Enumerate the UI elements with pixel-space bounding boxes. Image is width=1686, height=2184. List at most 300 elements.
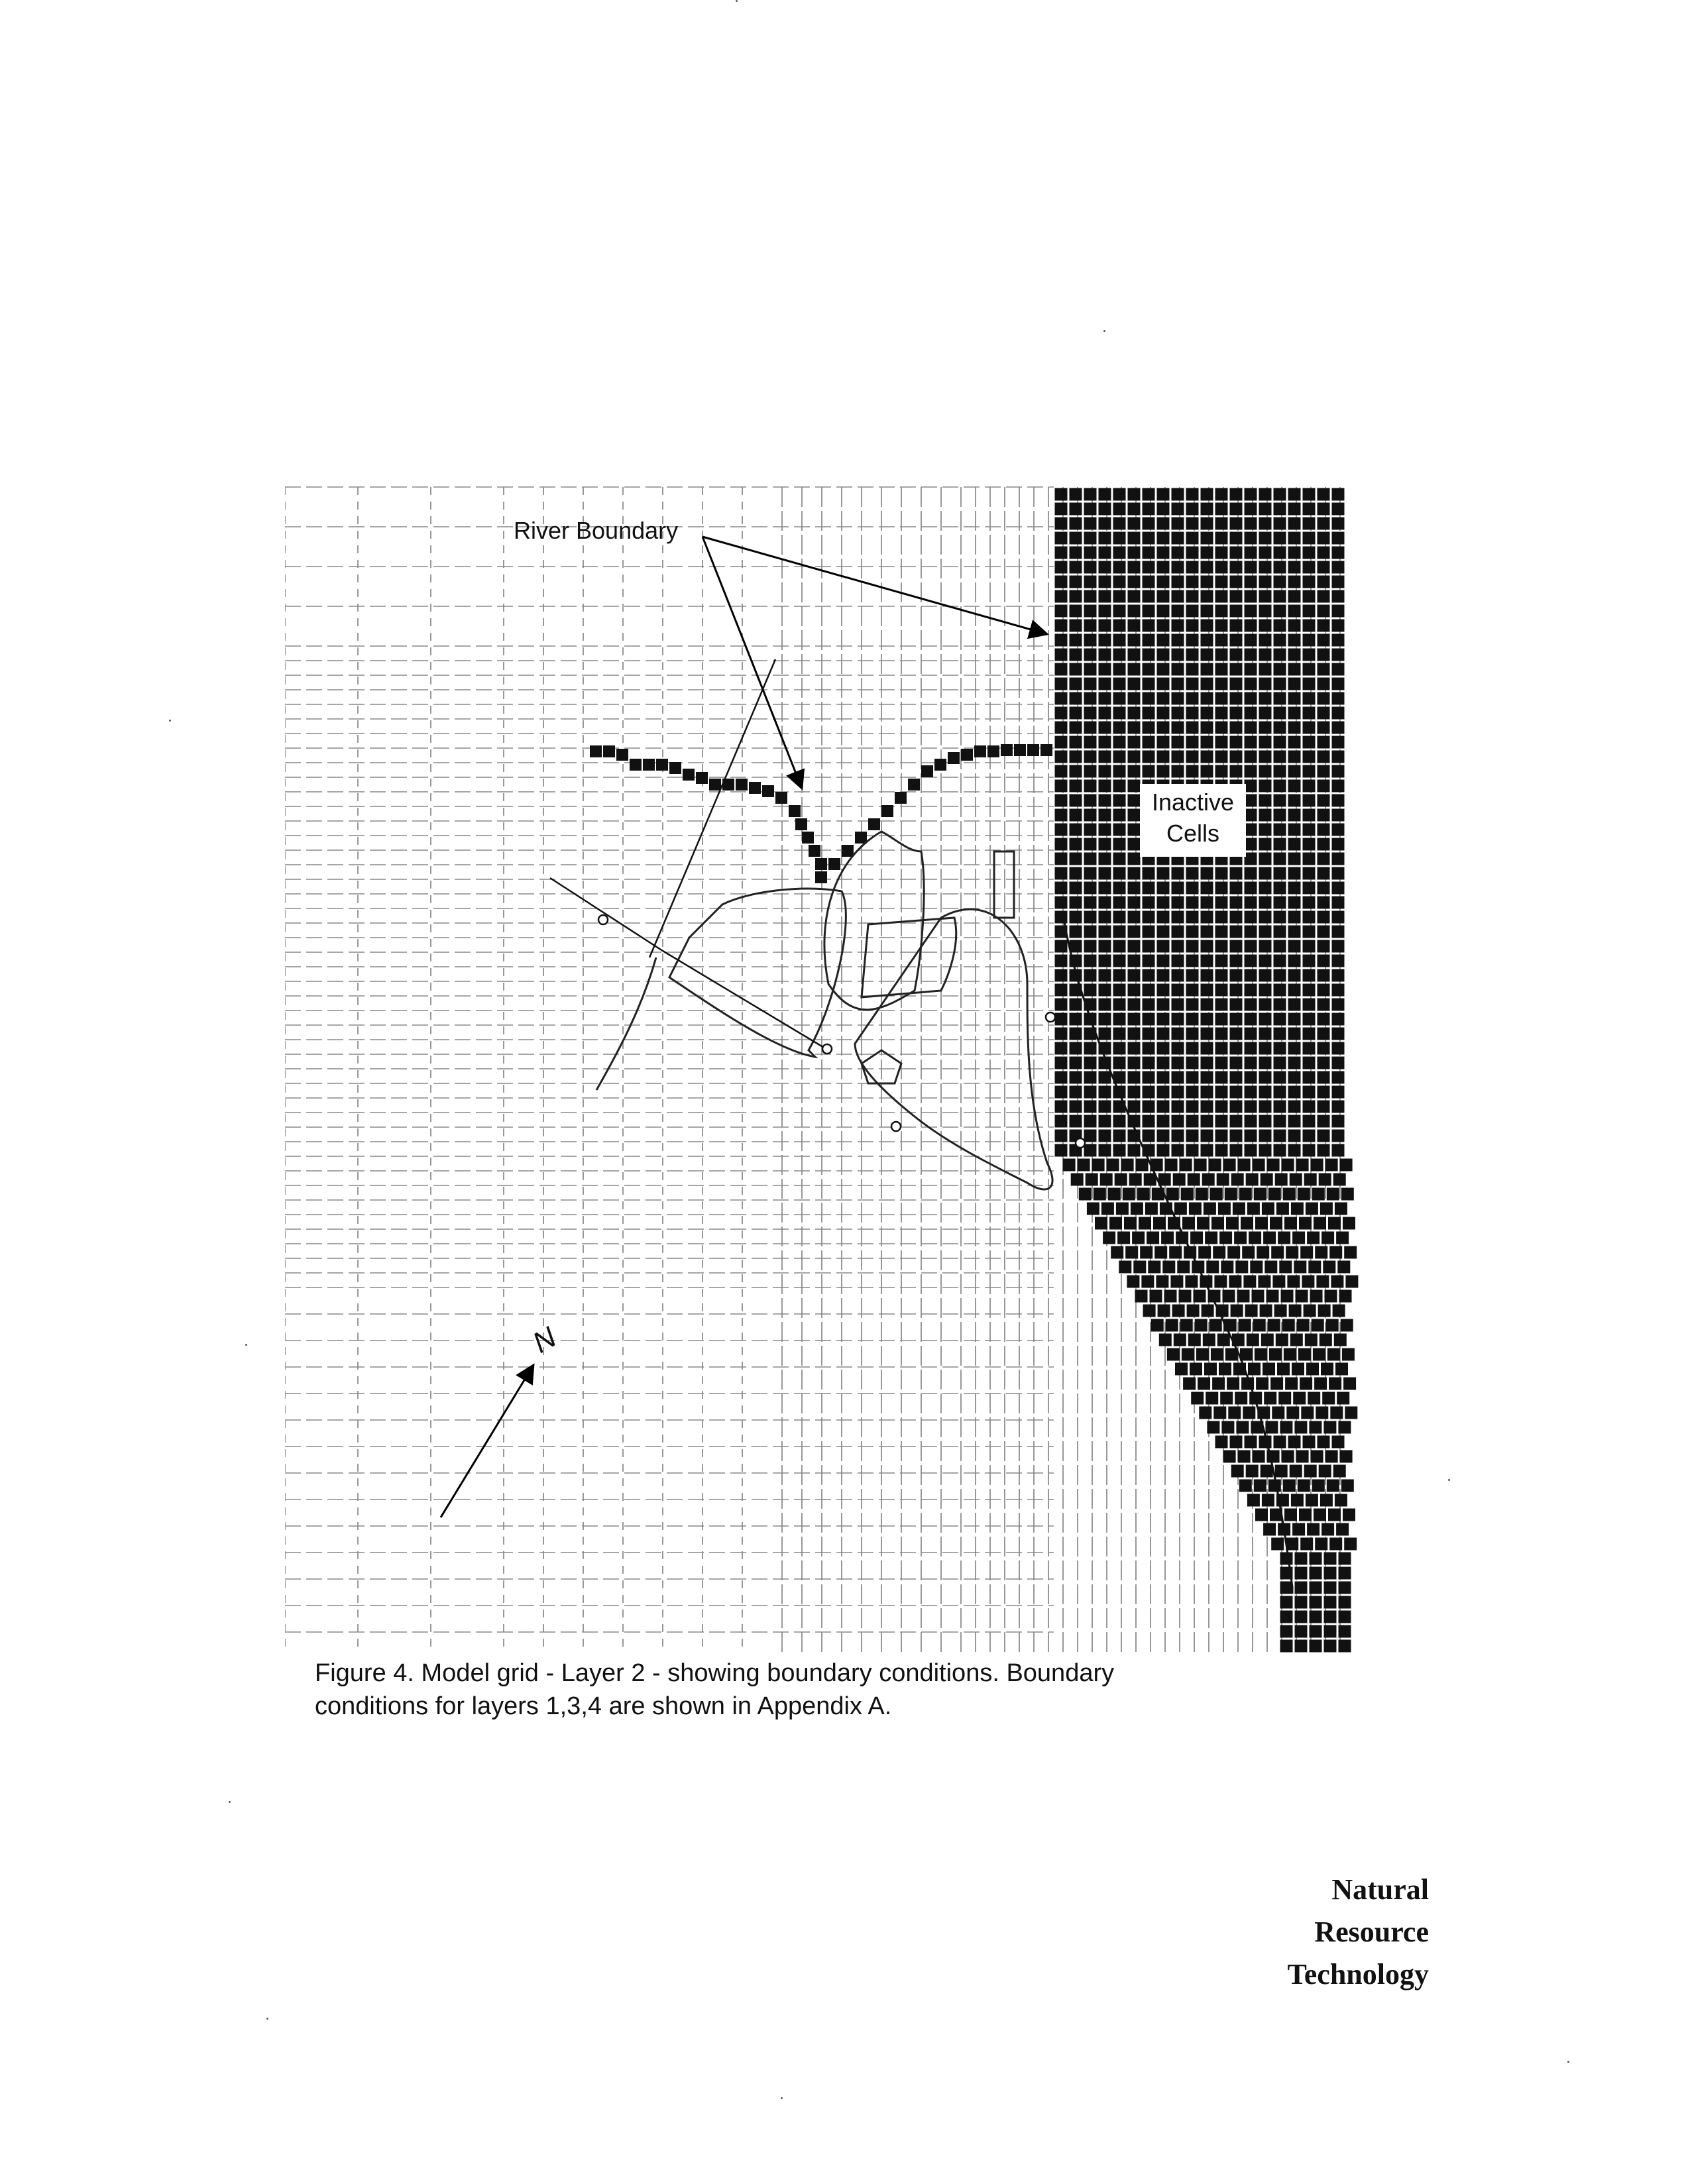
inactive-cells-label-line2: Cells <box>1166 820 1220 847</box>
inactive-cell <box>1263 1232 1276 1244</box>
inactive-cell <box>1315 1246 1327 1259</box>
inactive-cell <box>1215 503 1228 516</box>
inactive-cell <box>1143 576 1155 588</box>
inactive-cell <box>1140 1246 1152 1259</box>
inactive-cell <box>1230 1130 1243 1142</box>
inactive-cell <box>1339 1596 1351 1609</box>
inactive-cell <box>1157 503 1170 516</box>
inactive-cell <box>1274 1013 1286 1026</box>
inactive-cell <box>1278 1232 1290 1244</box>
inactive-cell <box>1318 969 1330 982</box>
inactive-cell <box>1084 955 1097 967</box>
inactive-cell <box>1157 1144 1170 1157</box>
inactive-cell <box>1201 1042 1213 1055</box>
inactive-cell <box>1186 488 1199 501</box>
inactive-cell <box>1180 1319 1193 1332</box>
inactive-cell <box>1274 999 1286 1011</box>
inactive-cell <box>1084 897 1097 909</box>
inactive-cell <box>1174 1334 1186 1346</box>
inactive-cell <box>1084 882 1097 895</box>
inactive-cell <box>1308 1392 1320 1405</box>
inactive-cell <box>1157 984 1170 997</box>
inactive-cell <box>1084 503 1097 516</box>
inactive-cell <box>1230 882 1243 895</box>
inactive-cell <box>1270 1378 1283 1390</box>
river-cell <box>590 745 602 757</box>
inactive-cell <box>1123 1188 1135 1201</box>
inactive-cell <box>1257 1246 1269 1259</box>
inactive-cell <box>1070 1101 1082 1113</box>
inactive-cell <box>1186 1071 1199 1084</box>
inactive-cell <box>1280 1421 1292 1434</box>
inactive-cell <box>1113 532 1126 545</box>
inactive-cell <box>1274 722 1286 734</box>
inactive-cell <box>1259 532 1272 545</box>
inactive-cell <box>1288 561 1301 574</box>
inactive-cell <box>1324 1611 1337 1623</box>
inactive-cell <box>1157 707 1170 720</box>
inactive-cell <box>1297 1319 1310 1332</box>
inactive-cell <box>1099 853 1111 865</box>
inactive-cell <box>1099 838 1111 851</box>
inactive-cell <box>1201 736 1213 749</box>
inactive-cell <box>1201 605 1213 618</box>
inactive-cell <box>1314 1509 1326 1521</box>
inactive-cell <box>1055 1086 1068 1099</box>
inactive-cell <box>1070 722 1082 734</box>
inactive-cell <box>1143 503 1155 516</box>
inactive-cell <box>1332 620 1345 632</box>
inactive-cell <box>1135 1290 1148 1303</box>
inactive-cell <box>1116 1203 1129 1215</box>
inactive-cell <box>1162 1261 1175 1274</box>
inactive-cell <box>1274 547 1286 559</box>
inactive-cell <box>1132 1232 1145 1244</box>
inactive-cell <box>1070 853 1082 865</box>
inactive-cell <box>1288 736 1301 749</box>
inactive-cell <box>1070 576 1082 588</box>
inactive-cell <box>1055 518 1068 530</box>
inactive-cell <box>1201 926 1213 938</box>
inactive-cell <box>1128 984 1141 997</box>
inactive-cell <box>1245 1436 1257 1448</box>
inactive-cell <box>1198 1246 1211 1259</box>
inactive-cell <box>1314 1378 1327 1390</box>
inactive-cell <box>1113 1144 1126 1157</box>
inactive-cell <box>1288 1086 1301 1099</box>
inactive-cell <box>1172 576 1184 588</box>
inactive-cell <box>1070 634 1082 647</box>
inactive-cell <box>1070 838 1082 851</box>
inactive-cell <box>1099 678 1111 690</box>
inactive-cell <box>1099 736 1111 749</box>
inactive-cell <box>1215 1013 1228 1026</box>
inactive-cell <box>1332 736 1345 749</box>
river-cell <box>789 805 801 817</box>
inactive-cell <box>1143 882 1155 895</box>
inactive-cell <box>1113 503 1126 516</box>
inactive-cell <box>1237 1290 1250 1303</box>
inactive-cell <box>1274 809 1286 822</box>
inactive-cell <box>1332 692 1345 705</box>
inactive-cell <box>1055 1042 1068 1055</box>
inactive-cell <box>1220 1392 1233 1405</box>
inactive-cell <box>1310 1567 1322 1580</box>
inactive-cell <box>1113 576 1126 588</box>
inactive-cell <box>1055 838 1068 851</box>
inactive-cell <box>1274 853 1286 865</box>
inactive-cell <box>1344 1246 1357 1259</box>
inactive-cell <box>1157 882 1170 895</box>
inactive-cell <box>1255 1217 1268 1230</box>
inactive-cell <box>1084 780 1097 792</box>
inactive-cell <box>1288 1013 1301 1026</box>
inactive-cell <box>1215 707 1228 720</box>
inactive-cell <box>1111 1246 1123 1259</box>
inactive-cell <box>1157 663 1170 676</box>
inactive-cell <box>1332 532 1345 545</box>
inactive-cell <box>1113 1057 1126 1069</box>
inactive-cell <box>1264 1261 1277 1274</box>
inactive-cell <box>1236 1421 1249 1434</box>
inactive-cell <box>1084 547 1097 559</box>
inactive-cell <box>1288 576 1301 588</box>
inactive-cell <box>1201 1028 1213 1040</box>
inactive-cell <box>1128 911 1141 924</box>
inactive-cell <box>1194 1290 1206 1303</box>
inactive-cell <box>1165 1159 1178 1172</box>
inactive-cell <box>1070 692 1082 705</box>
inactive-cell <box>1099 897 1111 909</box>
inactive-cell <box>1172 722 1184 734</box>
inactive-cell <box>1288 1057 1301 1069</box>
inactive-cell <box>1055 897 1068 909</box>
inactive-cell <box>1280 1625 1293 1638</box>
inactive-cell <box>1303 1013 1316 1026</box>
inactive-cell <box>1099 1028 1111 1040</box>
inactive-cell <box>1259 999 1272 1011</box>
inactive-cell <box>1262 1203 1274 1215</box>
inactive-cell <box>1322 1392 1335 1405</box>
inactive-cell <box>1128 663 1141 676</box>
inactive-cell <box>1113 955 1126 967</box>
inactive-cell <box>1294 1421 1307 1434</box>
inactive-cell <box>1172 590 1184 603</box>
inactive-cell <box>1055 955 1068 967</box>
inactive-cell <box>1314 1217 1326 1230</box>
inactive-cell <box>1318 765 1330 778</box>
inactive-cell <box>1288 1130 1301 1142</box>
inactive-cell <box>1215 547 1228 559</box>
inactive-cell <box>1221 1421 1234 1434</box>
inactive-cell <box>1259 590 1272 603</box>
inactive-cell <box>1201 1057 1213 1069</box>
inactive-cell <box>1113 649 1126 661</box>
inactive-cell <box>1211 1217 1224 1230</box>
inactive-cell <box>1119 1261 1131 1274</box>
inactive-cell <box>1172 1115 1184 1128</box>
inactive-cell <box>1055 780 1068 792</box>
scan-speck <box>1448 1479 1450 1481</box>
inactive-cell <box>1274 1071 1286 1084</box>
inactive-cell <box>1128 765 1141 778</box>
inactive-cell <box>1143 867 1155 880</box>
inactive-cell <box>1128 503 1141 516</box>
inactive-cell <box>1259 503 1272 516</box>
inactive-cell <box>1302 1276 1314 1288</box>
inactive-cell <box>1213 1407 1226 1419</box>
inactive-cell <box>1329 1378 1341 1390</box>
inactive-cell <box>1318 518 1330 530</box>
inactive-cell <box>1070 867 1082 880</box>
inactive-cell <box>1255 1509 1268 1521</box>
inactive-cell <box>1153 1217 1166 1230</box>
inactive-cell <box>1318 620 1330 632</box>
inactive-cell <box>1215 1144 1228 1157</box>
inactive-cell <box>1275 1465 1288 1478</box>
inactive-cell <box>1259 488 1272 501</box>
inactive-cell <box>1070 1042 1082 1055</box>
inactive-cell <box>1128 590 1141 603</box>
inactive-cell <box>1271 1538 1284 1551</box>
inactive-cell <box>1318 984 1330 997</box>
inactive-cell <box>1335 1363 1348 1376</box>
inactive-cell <box>1100 1174 1113 1186</box>
inactive-cell <box>1055 765 1068 778</box>
inactive-cell <box>1055 547 1068 559</box>
inactive-cell <box>1303 999 1316 1011</box>
inactive-cell <box>1339 1553 1351 1565</box>
inactive-cell <box>1099 751 1111 763</box>
inactive-cell <box>1252 1290 1264 1303</box>
inactive-cell <box>1201 722 1213 734</box>
inactive-cell <box>1157 955 1170 967</box>
inactive-cell <box>1288 590 1301 603</box>
inactive-cell <box>1324 1596 1337 1609</box>
inactive-cell <box>1341 1188 1354 1201</box>
inactive-cell <box>1121 1159 1134 1172</box>
inactive-cell <box>1143 926 1155 938</box>
inactive-cell <box>1230 547 1243 559</box>
inactive-cell <box>1239 1480 1252 1492</box>
inactive-cell <box>1230 751 1243 763</box>
inactive-cell <box>1215 605 1228 618</box>
inactive-cell <box>1206 1392 1218 1405</box>
inactive-cell <box>1084 969 1097 982</box>
inactive-cell <box>1310 1611 1322 1623</box>
inactive-cell <box>1055 1144 1068 1157</box>
inactive-cell <box>1318 780 1330 792</box>
inactive-cell <box>1128 969 1141 982</box>
inactive-cell <box>1186 663 1199 676</box>
inactive-cell <box>1094 1188 1106 1201</box>
inactive-cell <box>1238 1450 1251 1463</box>
inactive-cell <box>1288 547 1301 559</box>
river-cell <box>809 845 820 857</box>
inactive-cell <box>1245 999 1257 1011</box>
river-cell <box>815 871 827 883</box>
inactive-cell <box>1201 1086 1213 1099</box>
inactive-cell <box>1143 678 1155 690</box>
inactive-cell <box>1055 1057 1068 1069</box>
inactive-cell <box>1172 692 1184 705</box>
inactive-cell <box>1172 707 1184 720</box>
inactive-cell <box>1332 867 1345 880</box>
inactive-cell <box>1259 838 1272 851</box>
inactive-cell <box>1318 692 1330 705</box>
inactive-cell <box>1259 969 1272 982</box>
inactive-cell <box>1331 1276 1343 1288</box>
river-cell <box>934 759 946 771</box>
inactive-cell <box>1294 1261 1306 1274</box>
inactive-cell <box>1215 532 1228 545</box>
inactive-cell <box>1288 867 1301 880</box>
inactive-cell <box>1215 955 1228 967</box>
inactive-cell <box>1228 1407 1241 1419</box>
inactive-cell <box>1201 561 1213 574</box>
inactive-cell <box>1332 1086 1345 1099</box>
inactive-cell <box>1245 969 1257 982</box>
inactive-cell <box>1113 809 1126 822</box>
river-cell <box>736 779 748 791</box>
inactive-cell <box>1117 1232 1130 1244</box>
inactive-cell <box>1318 911 1330 924</box>
inactive-cell <box>1245 736 1257 749</box>
inactive-cell <box>1215 488 1228 501</box>
inactive-cell <box>1147 1232 1159 1244</box>
inactive-cell <box>1055 809 1068 822</box>
inactive-cell <box>1328 1217 1341 1230</box>
inactive-cell <box>1128 1086 1141 1099</box>
inactive-cell <box>1318 1042 1330 1055</box>
inactive-cell <box>1306 1203 1318 1215</box>
inactive-cell <box>1288 488 1301 501</box>
inactive-cell <box>1157 678 1170 690</box>
inactive-cell <box>1084 634 1097 647</box>
inactive-cell <box>1128 794 1141 807</box>
river-cell <box>1014 744 1026 756</box>
inactive-cell <box>1113 999 1126 1011</box>
inactive-cell <box>1055 605 1068 618</box>
inactive-cell <box>1295 1611 1308 1623</box>
inactive-cell <box>1113 853 1126 865</box>
inactive-cell <box>1084 518 1097 530</box>
inactive-cell <box>1186 649 1199 661</box>
inactive-cell <box>1180 1159 1192 1172</box>
inactive-cell <box>1247 1334 1259 1346</box>
inactive-cell <box>1215 926 1228 938</box>
inactive-cell <box>1332 955 1345 967</box>
inactive-cell <box>1260 1305 1272 1317</box>
inactive-cell <box>1268 1188 1281 1201</box>
inactive-cell <box>1099 780 1111 792</box>
inactive-cell <box>1245 547 1257 559</box>
inactive-cell <box>1338 1421 1351 1434</box>
inactive-cell <box>1186 722 1199 734</box>
inactive-cell <box>1084 1115 1097 1128</box>
inactive-cell <box>1070 999 1082 1011</box>
inactive-cell <box>1215 1436 1228 1448</box>
inactive-cell <box>1055 1028 1068 1040</box>
inactive-cell <box>1259 649 1272 661</box>
inactive-cell <box>1157 867 1170 880</box>
inactive-cell <box>1274 1057 1286 1069</box>
inactive-cell <box>1259 634 1272 647</box>
inactive-cell <box>1292 1523 1305 1536</box>
inactive-cell <box>1303 838 1316 851</box>
inactive-cell <box>1215 576 1228 588</box>
inactive-cell <box>1258 1276 1270 1288</box>
inactive-cell <box>1245 707 1257 720</box>
inactive-cell <box>1280 1640 1293 1653</box>
inactive-cell <box>1321 1363 1333 1376</box>
inactive-cell <box>1332 1013 1345 1026</box>
river-cell <box>961 749 973 761</box>
inactive-cell <box>1230 707 1243 720</box>
inactive-cell <box>1270 1217 1282 1230</box>
inactive-cell <box>1169 1246 1182 1259</box>
inactive-cell <box>1274 1086 1286 1099</box>
inactive-cell <box>1332 576 1345 588</box>
inactive-cell <box>1332 809 1345 822</box>
inactive-cell <box>1332 1028 1345 1040</box>
inactive-cell <box>1318 678 1330 690</box>
inactive-cell <box>1288 853 1301 865</box>
inactive-cell <box>1330 1407 1343 1419</box>
inactive-cell <box>1318 926 1330 938</box>
inactive-cell <box>1099 1115 1111 1128</box>
inactive-cell <box>1143 955 1155 967</box>
inactive-cell <box>1303 882 1316 895</box>
inactive-cell <box>1339 1582 1351 1594</box>
inactive-cell <box>1296 1159 1309 1172</box>
inactive-cell <box>1055 649 1068 661</box>
company-name-line-1: Natural <box>1331 1873 1429 1906</box>
inactive-cell <box>1186 940 1199 953</box>
inactive-cell <box>1274 867 1286 880</box>
inactive-cell <box>1274 1436 1286 1448</box>
inactive-cell <box>1128 488 1141 501</box>
inactive-cell <box>1215 678 1228 690</box>
inactive-cell <box>1157 576 1170 588</box>
inactive-cell <box>1259 707 1272 720</box>
inactive-cell <box>1215 867 1228 880</box>
inactive-cell <box>1174 1203 1187 1215</box>
inactive-cell <box>1055 882 1068 895</box>
inactive-cell <box>1274 984 1286 997</box>
inactive-cell <box>1332 999 1345 1011</box>
inactive-cell <box>1310 1582 1322 1594</box>
inactive-cell <box>1288 955 1301 967</box>
inactive-cell <box>1215 736 1228 749</box>
inactive-cell <box>1309 1421 1321 1434</box>
inactive-cell <box>1084 765 1097 778</box>
river-cell <box>921 765 933 777</box>
inactive-cell <box>1215 765 1228 778</box>
inactive-cell <box>1055 561 1068 574</box>
inactive-cell <box>1055 707 1068 720</box>
inactive-cell <box>1274 882 1286 895</box>
inactive-cell <box>1099 488 1111 501</box>
inactive-cell <box>1230 518 1243 530</box>
inactive-cell <box>1263 1523 1276 1536</box>
inactive-cell <box>1172 999 1184 1011</box>
inactive-cell <box>1172 867 1184 880</box>
inactive-cell <box>1303 649 1316 661</box>
inactive-cell <box>1172 955 1184 967</box>
inactive-cell <box>1187 1305 1200 1317</box>
well-marker <box>891 1122 901 1131</box>
